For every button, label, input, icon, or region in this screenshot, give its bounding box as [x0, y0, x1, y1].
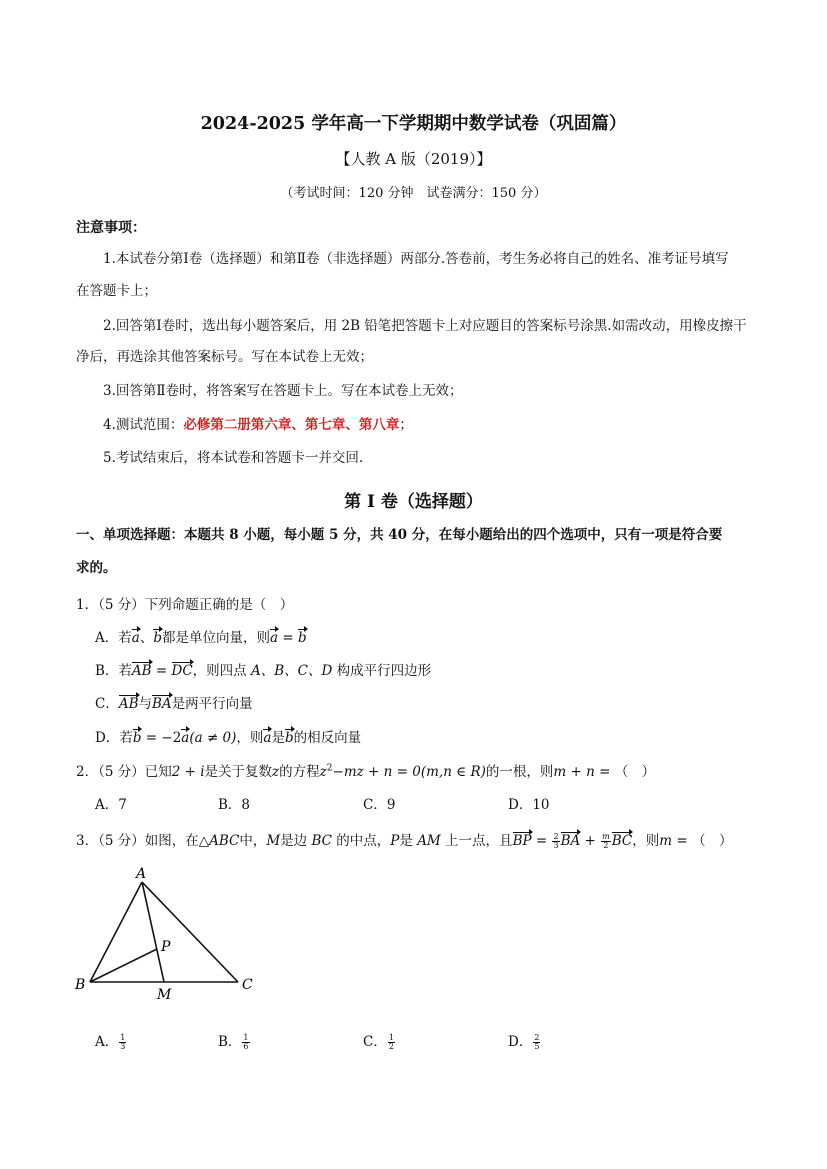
fraction: $\frac{1}{2}$	[388, 1033, 394, 1051]
fraction: $\frac{2}{5}$	[534, 1033, 540, 1051]
equals: =	[151, 663, 172, 679]
section-desc-line-2: 求的。	[76, 560, 117, 576]
option-text-mid: 是	[271, 730, 285, 746]
condition: (a ≠ 0)	[189, 730, 237, 746]
option-label: C．	[95, 696, 119, 712]
question-1-option-d	[95, 726, 361, 746]
question-1-option-c	[95, 692, 253, 712]
notice-item-4-suffix: ；	[399, 417, 413, 433]
notice-heading: 注意事项：	[76, 220, 146, 236]
stem-text: 的方程	[279, 764, 320, 780]
ask-expression: m + n =	[553, 764, 615, 780]
notice-item-3: 3.回答第Ⅱ卷时，将答案写在答题卡上。写在本试卷上无效；	[103, 383, 463, 399]
option-text-end: 是两平行向量	[171, 696, 253, 712]
question-3-option-d: D． $\frac{2}{5}$	[508, 1033, 540, 1051]
label-c: C	[242, 977, 253, 993]
label-p: P	[161, 939, 171, 955]
stem-text: 是边	[280, 833, 312, 849]
point-m: M	[266, 833, 281, 849]
vector-a: a	[263, 730, 272, 746]
side-ab	[90, 882, 142, 982]
exam-info: （考试时间：120 分钟 试卷满分：150 分）	[280, 186, 547, 201]
question-1-stem: 1．（5 分）下列命题正确的是（ ）	[76, 597, 294, 613]
vector-ba: BA	[152, 696, 172, 712]
answer-paren: （ ）	[691, 833, 733, 849]
vector-a: a	[181, 730, 190, 746]
section-desc-line-1: 一、单项选择题：本题共 8 小题，每小题 5 分，共 40 分，在每小题给出的四个选项中，只有一项是符合要	[76, 527, 723, 543]
equals: = −2	[141, 730, 182, 746]
fraction-two-thirds: $\frac{2}{3}$	[553, 832, 559, 850]
notice-item-1-line-2: 在答题卡上；	[76, 283, 157, 299]
separator: 、	[139, 630, 154, 646]
notice-item-5: 5.考试结束后，将本试卷和答题卡一并交回.	[103, 450, 364, 466]
root-value: 2 + i	[171, 764, 205, 780]
stem-text: 上一点，且	[440, 833, 513, 849]
label-b: B	[75, 977, 86, 993]
fraction-m-half: $\frac{m}{2}$	[602, 832, 610, 850]
vector-b: b	[297, 630, 307, 646]
option-label: A．若	[95, 630, 132, 646]
question-3-option-c: C． $\frac{1}{2}$	[363, 1033, 394, 1051]
page-title: 2024-2025 学年高一下学期期中数学试卷（巩固篇）	[200, 114, 627, 134]
question-2-option-c: C．9	[363, 797, 396, 813]
question-3-option-b: B． $\frac{1}{6}$	[218, 1033, 249, 1051]
question-3-stem	[76, 829, 732, 850]
vector-a: a	[269, 630, 279, 646]
stem-text: ，则	[632, 833, 660, 849]
stem-text: 的中点，	[332, 833, 391, 849]
label-m: M	[157, 987, 172, 1003]
fraction: $\frac{1}{6}$	[243, 1033, 249, 1051]
stem-text: 是关于复数	[204, 764, 273, 780]
option-text-end: 构成平行四边形	[332, 663, 432, 679]
notice-item-4-prefix: 4.测试范围：	[103, 417, 184, 433]
triangle-abc: ABC	[209, 833, 240, 849]
vector-ab: AB	[131, 663, 152, 679]
question-1-option-b	[95, 659, 431, 679]
question-2-option-d: D．10	[508, 797, 550, 813]
option-label: D．若	[95, 730, 133, 746]
ask-expression: m =	[659, 833, 692, 849]
edition-label: 【人教 A 版（2019）】	[335, 150, 492, 168]
question-2-option-b: B．8	[218, 797, 251, 813]
option-text: 与	[138, 696, 153, 712]
question-2-option-a: A．7	[95, 797, 127, 813]
fraction: $\frac{1}{3}$	[120, 1033, 126, 1051]
stem-text: 2．（5 分）已知	[76, 764, 172, 780]
option-text: 都是单位向量，则	[161, 630, 270, 646]
option-label: B．若	[95, 663, 132, 679]
side-ac	[142, 882, 238, 982]
segment-am: AM	[417, 833, 441, 849]
stem-text: 3．（5 分）如图，在△	[76, 833, 210, 849]
median-am	[142, 882, 164, 982]
segment-bc: BC	[311, 833, 332, 849]
option-text: ，则四点	[192, 663, 251, 679]
plus: +	[580, 833, 601, 849]
stem-text: 的一根，则	[485, 764, 554, 780]
section-title: 第 I 卷（选择题）	[344, 492, 483, 512]
vector-b: b	[132, 730, 142, 746]
vector-ba: BA	[560, 833, 581, 849]
segment-bp	[90, 949, 157, 982]
question-3-option-a: A． $\frac{1}{3}$	[95, 1033, 126, 1051]
label-a: A	[136, 866, 147, 882]
notice-item-1-line-1: 1.本试卷分第Ⅰ卷（选择题）和第Ⅱ卷（非选择题）两部分.答卷前，考生务必将自己的姓名、准考证号填写	[103, 251, 729, 267]
notice-item-4	[103, 417, 413, 433]
vector-bp: BP	[512, 833, 532, 849]
question-1-option-a	[95, 626, 307, 646]
test-range: 必修第二册第六章、第七章、第八章	[183, 417, 400, 433]
triangle-figure	[70, 862, 270, 1007]
equation-z: z	[319, 764, 327, 780]
vector-bc: BC	[611, 833, 633, 849]
point-p: P	[390, 833, 400, 849]
option-text: ，则	[236, 730, 264, 746]
vector-dc: DC	[171, 663, 193, 679]
vector-ab: AB	[118, 696, 139, 712]
vector-a: a	[131, 630, 140, 646]
equals: =	[531, 833, 552, 849]
question-2-stem: 2．（5 分）已知2 + i是关于复数z的方程$z^2-mz + n = 0(m,n$ ∈ R)的一根，则m + n = （ ）	[76, 763, 656, 780]
stem-text: 中，	[239, 833, 267, 849]
points-abcd: A、B、C、D	[250, 663, 333, 679]
vector-b: b	[153, 630, 162, 646]
notice-item-2-line-2: 净后，再选涂其他答案标号。写在本试卷上无效；	[76, 349, 373, 365]
answer-paren: （ ）	[614, 764, 656, 780]
equation-rest: −mz + n = 0(m,n ∈ R)	[332, 764, 486, 780]
option-text-end: 的相反向量	[293, 730, 362, 746]
equals: =	[278, 630, 298, 646]
vector-b: b	[284, 730, 294, 746]
notice-item-2-line-1: 2.回答第Ⅰ卷时，选出每小题答案后，用 2B 铅笔把答题卡上对应题目的答案标号涂黑.如需改动，用橡皮擦干	[103, 318, 747, 334]
stem-text: 是	[399, 833, 418, 849]
variable-z: z	[272, 764, 280, 780]
